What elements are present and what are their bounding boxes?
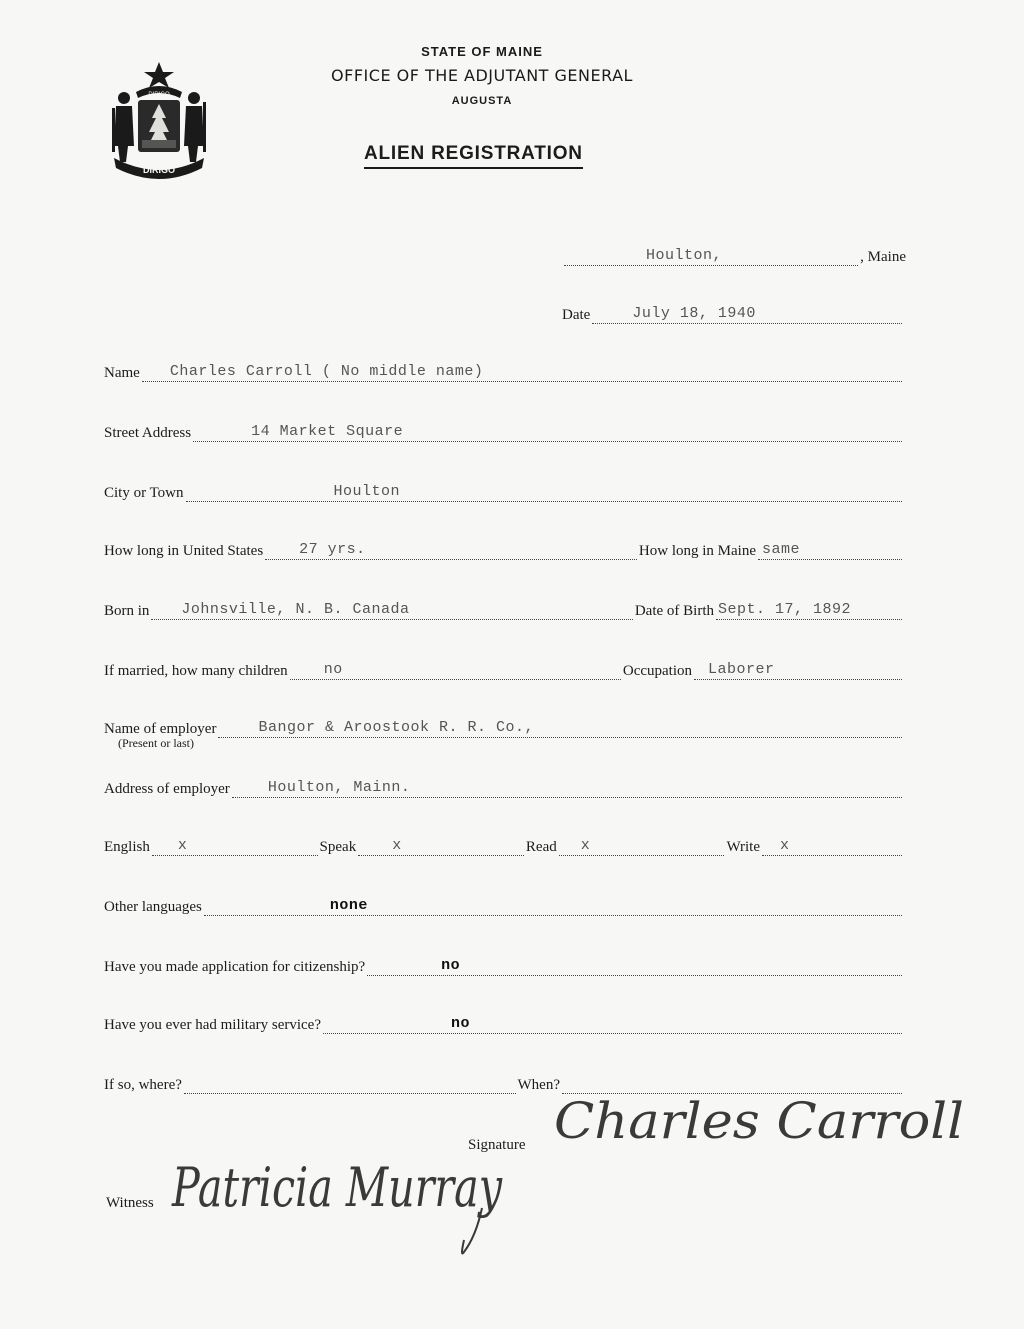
- citizenship-value: no: [441, 957, 461, 974]
- dob-field[interactable]: [716, 601, 902, 620]
- write-value: x: [780, 837, 790, 854]
- employer-value: Bangor & Aroostook R. R. Co.,: [258, 719, 535, 736]
- maine-time-value: same: [762, 541, 801, 558]
- header-office: OFFICE OF THE ADJUTANT GENERAL: [331, 66, 633, 85]
- employer-label: Name of employer: [104, 721, 217, 737]
- form-title: ALIEN REGISTRATION: [364, 143, 583, 169]
- name-row: [104, 356, 904, 382]
- city-row: [104, 476, 904, 502]
- english-value: x: [177, 837, 188, 854]
- witness-handwriting: [164, 1136, 514, 1266]
- write-field[interactable]: [762, 837, 902, 856]
- street-field[interactable]: [193, 423, 902, 442]
- city-value: Houlton: [333, 483, 401, 500]
- us-time-field[interactable]: [265, 541, 637, 560]
- date-label: Date: [562, 307, 591, 323]
- maine-time-label: How long in Maine: [638, 543, 756, 559]
- languages-field[interactable]: [204, 897, 902, 916]
- witness-label: Witness: [106, 1195, 154, 1211]
- when-label: When?: [517, 1077, 560, 1093]
- birth-row: [104, 594, 904, 620]
- write-label: Write: [726, 839, 760, 855]
- svg-text:DIRIGO: DIRIGO: [148, 92, 170, 98]
- employer-address-label: Address of employer: [104, 781, 230, 797]
- employer-row: [104, 712, 904, 738]
- dob-value: Sept. 17, 1892: [718, 601, 852, 618]
- residence-row: [104, 534, 904, 560]
- military-label: Have you ever had military service?: [104, 1017, 321, 1033]
- date-row: [562, 298, 904, 324]
- street-row: [104, 416, 904, 442]
- citizenship-label: Have you made application for citizenship?: [104, 959, 366, 975]
- military-field[interactable]: [323, 1015, 902, 1034]
- place-row: [562, 240, 906, 266]
- born-label: Born in: [104, 603, 150, 619]
- date-field[interactable]: [592, 305, 902, 324]
- employer-sublabel: (Present or last): [118, 736, 194, 750]
- employer-address-value: Houlton, Mainn.: [267, 779, 411, 796]
- employer-field[interactable]: [218, 719, 902, 738]
- children-field[interactable]: [290, 661, 621, 680]
- born-value: Johnsville, N. B. Canada: [181, 601, 410, 618]
- employer-address-row: [104, 772, 904, 798]
- born-field[interactable]: [151, 601, 632, 620]
- name-value: Charles Carroll ( No middle name): [169, 363, 484, 380]
- languages-row: [104, 890, 904, 916]
- family-row: [104, 654, 904, 680]
- date-value: July 18, 1940: [632, 305, 756, 322]
- place-field[interactable]: [564, 247, 858, 266]
- citizenship-field[interactable]: [367, 957, 902, 976]
- name-field[interactable]: [142, 363, 902, 382]
- name-label: Name: [104, 365, 140, 381]
- read-label: Read: [525, 839, 557, 855]
- dob-label: Date of Birth: [634, 603, 714, 619]
- street-label: Street Address: [104, 425, 192, 441]
- us-time-value: 27 yrs.: [299, 541, 366, 558]
- occupation-label: Occupation: [622, 663, 692, 679]
- military-value: no: [451, 1015, 471, 1032]
- children-label: If married, how many children: [104, 663, 288, 679]
- speak-field[interactable]: [358, 837, 524, 856]
- citizenship-row: [104, 950, 904, 976]
- place-suffix: , Maine: [860, 249, 906, 265]
- read-field[interactable]: [559, 837, 725, 856]
- signature-value: Charles Carroll: [554, 1092, 964, 1150]
- street-value: 14 Market Square: [251, 423, 404, 440]
- read-value: x: [580, 837, 591, 854]
- signature-label: Signature: [468, 1137, 526, 1153]
- city-label: City or Town: [104, 485, 184, 501]
- place-value: Houlton,: [646, 247, 723, 264]
- occupation-value: Laborer: [708, 661, 775, 678]
- english-row: [104, 830, 904, 856]
- where-label: If so, where?: [104, 1077, 182, 1093]
- speak-value: x: [392, 837, 402, 854]
- header-city: AUGUSTA: [451, 95, 513, 107]
- seal-motto: DIRIGO: [142, 165, 176, 175]
- english-field[interactable]: [152, 837, 318, 856]
- military-row: [104, 1008, 904, 1034]
- speak-label: Speak: [319, 839, 357, 855]
- city-field[interactable]: [186, 483, 902, 502]
- signature-handwriting: [548, 1082, 978, 1158]
- languages-label: Other languages: [104, 899, 202, 915]
- header-state: STATE OF MAINE: [421, 44, 543, 59]
- languages-value: none: [329, 897, 368, 914]
- us-time-label: How long in United States: [104, 543, 264, 559]
- children-value: no: [323, 661, 343, 678]
- employer-address-field[interactable]: [232, 779, 902, 798]
- english-label: English: [104, 839, 150, 855]
- witness-value: Patricia Murray: [171, 1156, 504, 1219]
- occupation-field[interactable]: [694, 661, 902, 680]
- where-field[interactable]: [184, 1075, 516, 1094]
- maine-time-field[interactable]: [758, 541, 902, 560]
